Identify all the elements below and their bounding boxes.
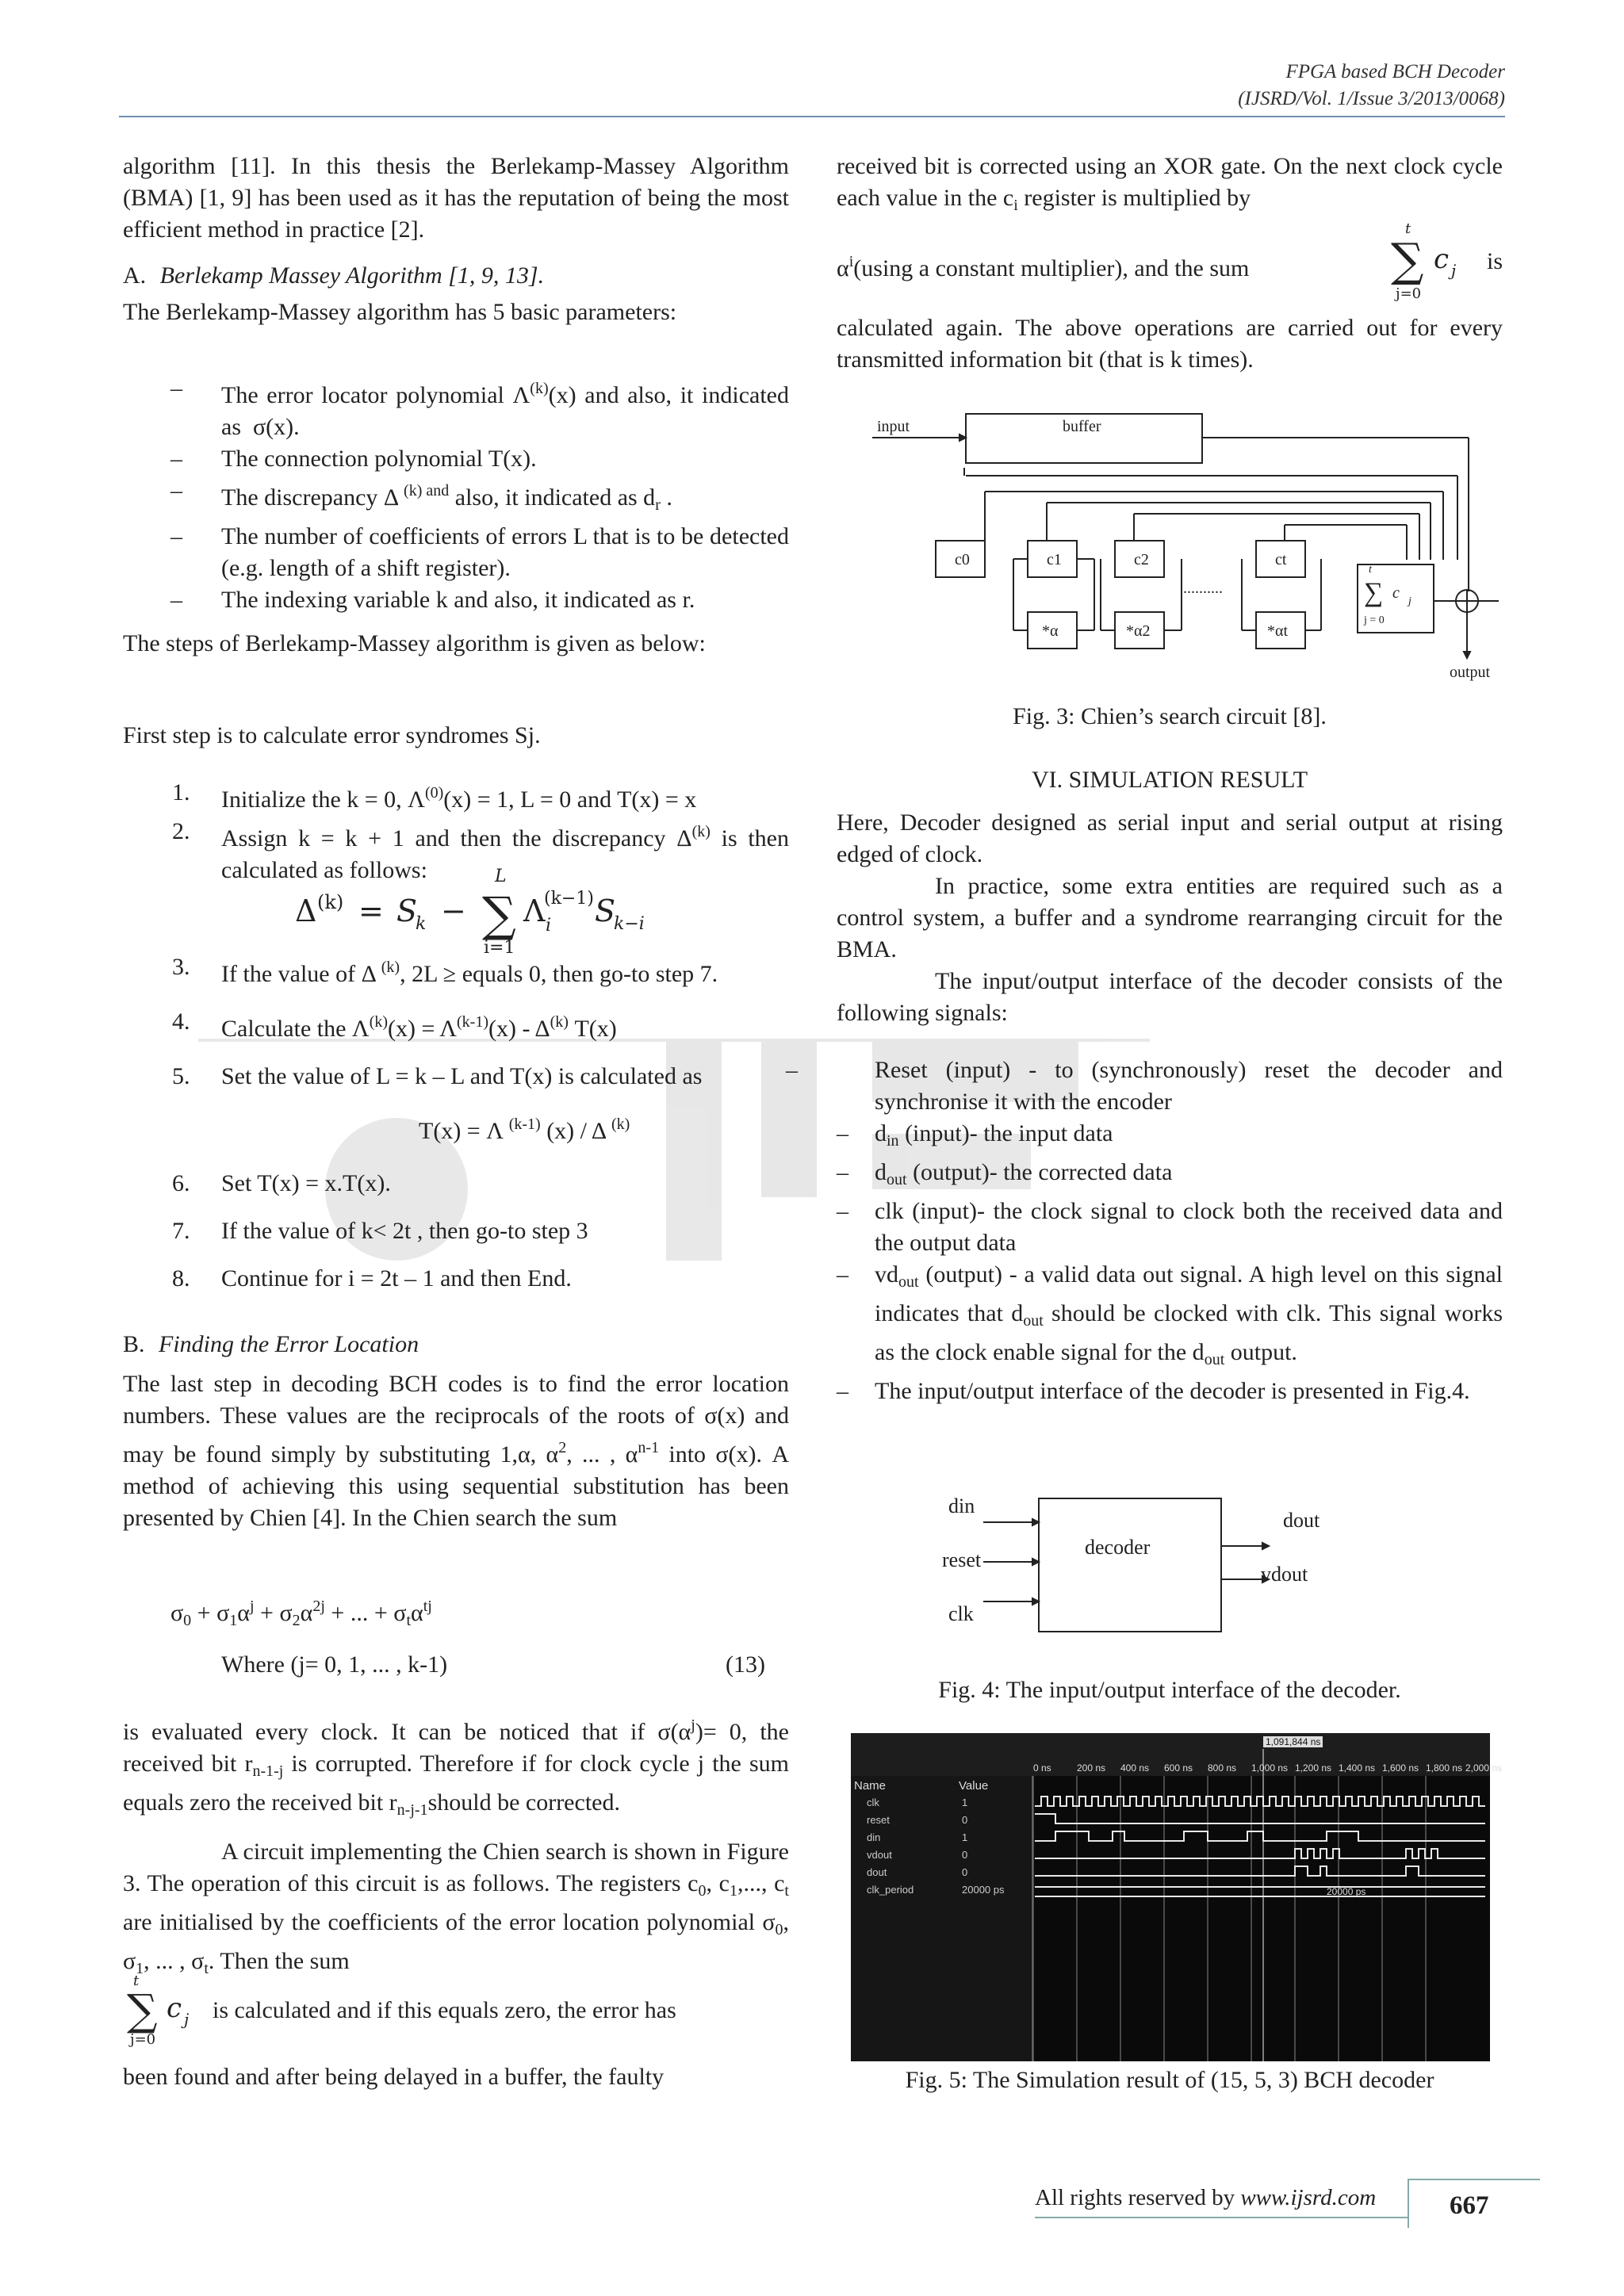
discrepancy-formula — [285, 864, 698, 959]
fig4-caption: Fig. 4: The input/output interface of the decoder. — [938, 1677, 1401, 1703]
bullet-item: – The indexing variable k and also, it indicated as r. — [170, 587, 695, 613]
fig3-c0: c0 — [955, 551, 970, 568]
fig3-dots: .......... — [1183, 580, 1223, 597]
waveform-tick: 200 ns — [1077, 1762, 1106, 1774]
svg-text:∑: ∑ — [482, 887, 516, 943]
section-6-paragraph-1: Here, Decoder designed as serial input and serial output at rising edged of clock. — [837, 809, 1503, 867]
section-b-paragraph-1: The last step in decoding BCH codes is to find the error location numbers. These values are the reciprocals of the roots of σ(x) and may be found simply by substituting 1,α, $\alpha^2$, ... , $\alpha^{n-1}$ into σ(x). A method of achieving this using sequential substitution has been presented by Chien [4]. In the Chien search the sum — [123, 1371, 789, 1531]
svg-text:j: j — [1408, 595, 1411, 607]
signal-name-clk: clk — [867, 1797, 879, 1808]
svg-text:20000 ps: 20000 ps — [962, 1884, 1005, 1896]
journal-title: FPGA based BCH Decoder — [1285, 61, 1505, 82]
fig3-buffer-label: buffer — [1063, 418, 1101, 435]
footer-rule — [1035, 2217, 1408, 2218]
waveform-tick: 1,400 ns — [1339, 1762, 1376, 1774]
fig4-din: din — [948, 1494, 975, 1517]
section-a-title: Berlekamp Massey Algorithm [1, 9, 13]. — [159, 262, 545, 289]
svg-text:t: t — [133, 1973, 140, 1989]
bullet-item: – The discrepancy Δ $^{(k) and}$ also, it indicated as $d_r$ . — [170, 477, 672, 514]
page-number: 667 — [1450, 2191, 1489, 2220]
section-6-title: VI. SIMULATION RESULT — [1031, 767, 1308, 793]
svg-text:j = 0: j = 0 — [1364, 614, 1385, 626]
clk-period-bus-label: 20000 ps — [1327, 1886, 1366, 1897]
step-item: 5. Set the value of L = k – L and T(x) is calculated as — [172, 1063, 703, 1089]
waveform-cursor-time: 1,091,844 ns — [1263, 1736, 1323, 1747]
svg-text:c: c — [167, 1992, 182, 2024]
right-paragraph-1: received bit is corrected using an XOR gate. On the next clock cycle each value in the $c_i$ register is multiplied by — [837, 153, 1503, 214]
waveform-tick: 1,000 ns — [1251, 1762, 1289, 1774]
svg-text:(k−1): (k−1) — [544, 889, 594, 909]
svg-text:0: 0 — [962, 1814, 968, 1826]
simulation-waveform — [851, 1733, 1503, 2061]
fig3-output-label: output — [1450, 664, 1491, 681]
fig3-c2: c2 — [1134, 551, 1149, 568]
footer-website-link[interactable]: www.ijsrd.com — [1240, 2185, 1377, 2210]
svg-text:∑: ∑ — [1391, 233, 1424, 287]
svg-text:j=0: j=0 — [130, 2031, 156, 2048]
fig3-mult-2: *α2 — [1126, 622, 1151, 640]
right-paragraph-3: calculated again. The above operations are carried out for every transmitted information bit (that is k times). — [837, 315, 1503, 373]
section-b-paragraph-4a: is calculated and if this equals zero, the error has — [213, 1997, 676, 2023]
fig3-ct: ct — [1275, 551, 1287, 568]
step-item: 8. Continue for i = 2t – 1 and then End. — [172, 1265, 572, 1292]
svg-text:k: k — [416, 914, 427, 934]
svg-text:=: = — [358, 894, 384, 928]
intro-paragraph: algorithm [11]. In this thesis the Berlekamp-Massey Algorithm (BMA) [1, 9] has been used as it has the reputation of being the most efficient method in practice [2]. — [123, 153, 789, 243]
waveform-value-header: Value — [959, 1779, 989, 1793]
svg-text:∑: ∑ — [1364, 578, 1384, 607]
step-item: 1. Initialize the k = 0, $\Lambda^{(0)}(x) = 1$, L = 0 and T(x) = x — [172, 779, 697, 813]
section-b-paragraph-4b: been found and after being delayed in a buffer, the faulty — [123, 2064, 665, 2090]
svg-text:c: c — [1434, 243, 1450, 275]
signal-name-dout: dout — [867, 1866, 887, 1878]
waveform-tick: 0 ns — [1033, 1762, 1051, 1774]
sum-cj-symbol — [125, 1971, 220, 2047]
svg-text:c: c — [1392, 584, 1400, 602]
waveform-name-header: Name — [854, 1779, 887, 1793]
svg-text:(k): (k) — [317, 891, 344, 913]
section-b-paragraph-3: A circuit implementing the Chien search is shown in Figure 3. The operation of this circuit is as follows. The registers $c_0$, $c_1$,..., $c_t$ are initialised by the coefficients of the error location polynomial $\sigma_0$, $\sigma_1$, ... , $\sigma_t$. Then the sum — [123, 1839, 789, 1977]
fig4-reset: reset — [942, 1548, 982, 1571]
step5-equation: T(x) = Λ $^{(k-1)}$ (x) / Δ $^{(k)}$ — [419, 1115, 630, 1144]
fig4-decoder: decoder — [1085, 1536, 1151, 1559]
waveform-tick: 400 ns — [1120, 1762, 1150, 1774]
signal-item: – The input/output interface of the decoder is presented in Fig.4. — [837, 1378, 1470, 1404]
section-b-paragraph-2: is evaluated every clock. It can be noticed that if $\sigma(\alpha^j)= 0$, the received bit $r_{n-1-j}$ is corrupted. Therefore if for clock cycle j the sum equals zero the received bit $r_{n-j-1}should$ be corrected. — [123, 1716, 789, 1819]
svg-text:Δ: Δ — [295, 894, 317, 928]
fig3-caption: Fig. 3: Chien’s search circuit [8]. — [1013, 703, 1327, 729]
fig4-dout: dout — [1283, 1509, 1320, 1532]
svg-text:∑: ∑ — [127, 1985, 158, 2035]
header-rule — [119, 116, 1505, 117]
svg-text:k−i: k−i — [614, 914, 645, 934]
first-step: First step is to calculate error syndromes Sj. — [123, 722, 541, 748]
waveform-tick: 800 ns — [1208, 1762, 1237, 1774]
sum-cj-symbol-right — [1389, 219, 1477, 306]
fig5-caption: Fig. 5: The Simulation result of (15, 5, 3) BCH decoder — [905, 2067, 1434, 2093]
signal-name-reset: reset — [867, 1814, 890, 1826]
svg-text:0: 0 — [962, 1866, 968, 1878]
right-paragraph-2: $\alpha^i(using$ a constant multiplier), and the sum is — [837, 248, 1503, 281]
signal-item: – clk (input)- the clock signal to clock both the received data and the output data — [837, 1198, 1503, 1256]
decoder-interface-diagram — [936, 1483, 1380, 1641]
svg-text:−: − — [441, 894, 466, 928]
step-item: 7. If the value of k< 2t , then go-to step 3 — [172, 1218, 588, 1244]
svg-text:Λ: Λ — [523, 894, 546, 928]
step-item: 4. Calculate the $\Lambda^{(k)}(x) = \Lambda^{(k-1)}(x) - \Delta^{(k)}$ T(x) — [172, 1008, 617, 1042]
svg-text:t: t — [1405, 220, 1411, 237]
section-b-heading: B. Finding the Error Location — [123, 1331, 419, 1357]
footer-rights: All rights reserved by www.ijsrd.com — [1035, 2185, 1377, 2210]
chien-sum-equation: $\sigma_0 + \sigma_1\alpha^j + \sigma_2\alpha^{2j}$ + ... + $\sigma_t\alpha^{tj}$ — [170, 1598, 432, 1629]
signal-item: – $d_{out}$ (output)- the corrected data — [837, 1159, 1173, 1188]
svg-text:L: L — [495, 867, 507, 886]
fig3-mult-1: *α — [1042, 622, 1059, 640]
waveform-tick: 1,600 ns — [1382, 1762, 1419, 1774]
fig4-vdout: vdout — [1261, 1563, 1308, 1586]
signal-name-din: din — [867, 1831, 881, 1843]
where-clause: Where (j= 0, 1, ... , k-1) (13) — [123, 1649, 789, 1681]
svg-text:j: j — [184, 2010, 190, 2029]
fig3-mult-t: *αt — [1267, 622, 1289, 640]
bma-params-intro: The Berlekamp-Massey algorithm has 5 basic parameters: — [123, 299, 677, 325]
signal-item: – Reset (input) - to (synchronously) reset the decoder and synchronise it with the encoder — [786, 1057, 1503, 1115]
waveform-tick: 2,000 ns — [1465, 1762, 1503, 1774]
waveform-tick: 1,200 ns — [1295, 1762, 1332, 1774]
chien-search-circuit — [872, 404, 1507, 682]
svg-text:t: t — [1369, 564, 1372, 576]
signal-item: – $d_{in}$ (input)- the input data — [837, 1120, 1113, 1150]
equation-number: (13) — [726, 1651, 765, 1678]
svg-text:1: 1 — [962, 1797, 968, 1808]
bullet-item: – The number of coefficients of errors L that is to be detected (e.g. length of a shift register). — [170, 523, 789, 581]
bullet-item: – The error locator polynomial $\Lambda^{(k)}(x)$ and also, it indicated as σ(x). — [170, 375, 789, 440]
svg-text:j: j — [1451, 261, 1457, 280]
svg-text:S: S — [595, 894, 616, 928]
signal-name-vdout: vdout — [867, 1849, 892, 1861]
step-item: 6. Set T(x) = x.T(x). — [172, 1170, 391, 1196]
waveform-traces — [851, 1733, 1503, 2061]
fig4-clk: clk — [948, 1602, 974, 1625]
waveform-tick: 600 ns — [1164, 1762, 1193, 1774]
fig3-input-label: input — [877, 418, 910, 435]
section-a-heading — [123, 260, 789, 292]
signal-item: – $vd_{out}$ (output) - a valid data out signal. A high level on this signal indicates that $d_{out}$ should be clocked with clk. This signal works as the clock enable signal for the $d_{out}$ output. — [837, 1261, 1503, 1368]
step-item: 2. Assign k = k + 1 and then the discrepancy $\Delta^{(k)}$ is then calculated as follows: — [172, 818, 789, 883]
section-6-paragraph-3: The input/output interface of the decoder consists of the following signals: — [837, 968, 1503, 1026]
steps-intro: The steps of Berlekamp-Massey algorithm is given as below: — [123, 630, 706, 656]
svg-text:j=0: j=0 — [1396, 285, 1422, 302]
bullet-item: – The connection polynomial T(x). — [170, 446, 537, 472]
svg-text:S: S — [396, 894, 418, 928]
journal-issue: (IJSRD/Vol. 1/Issue 3/2013/0068) — [1238, 88, 1505, 109]
step-item: 3. If the value of Δ $^{(k)}$, 2L ≥ equals 0, then go-to step 7. — [172, 954, 718, 987]
svg-text:i=1: i=1 — [484, 938, 515, 958]
section-a-letter: A. — [123, 262, 147, 289]
svg-text:1: 1 — [962, 1831, 968, 1843]
signal-name-clk-period: clk_period — [867, 1884, 914, 1896]
svg-text:i: i — [546, 916, 552, 936]
svg-text:0: 0 — [962, 1849, 968, 1861]
section-6-paragraph-2: In practice, some extra entities are required such as a control system, a buffer and a syndrome rearranging circuit for the BMA. — [837, 873, 1503, 962]
waveform-tick: 1,800 ns — [1426, 1762, 1463, 1774]
fig3-c1: c1 — [1047, 551, 1062, 568]
